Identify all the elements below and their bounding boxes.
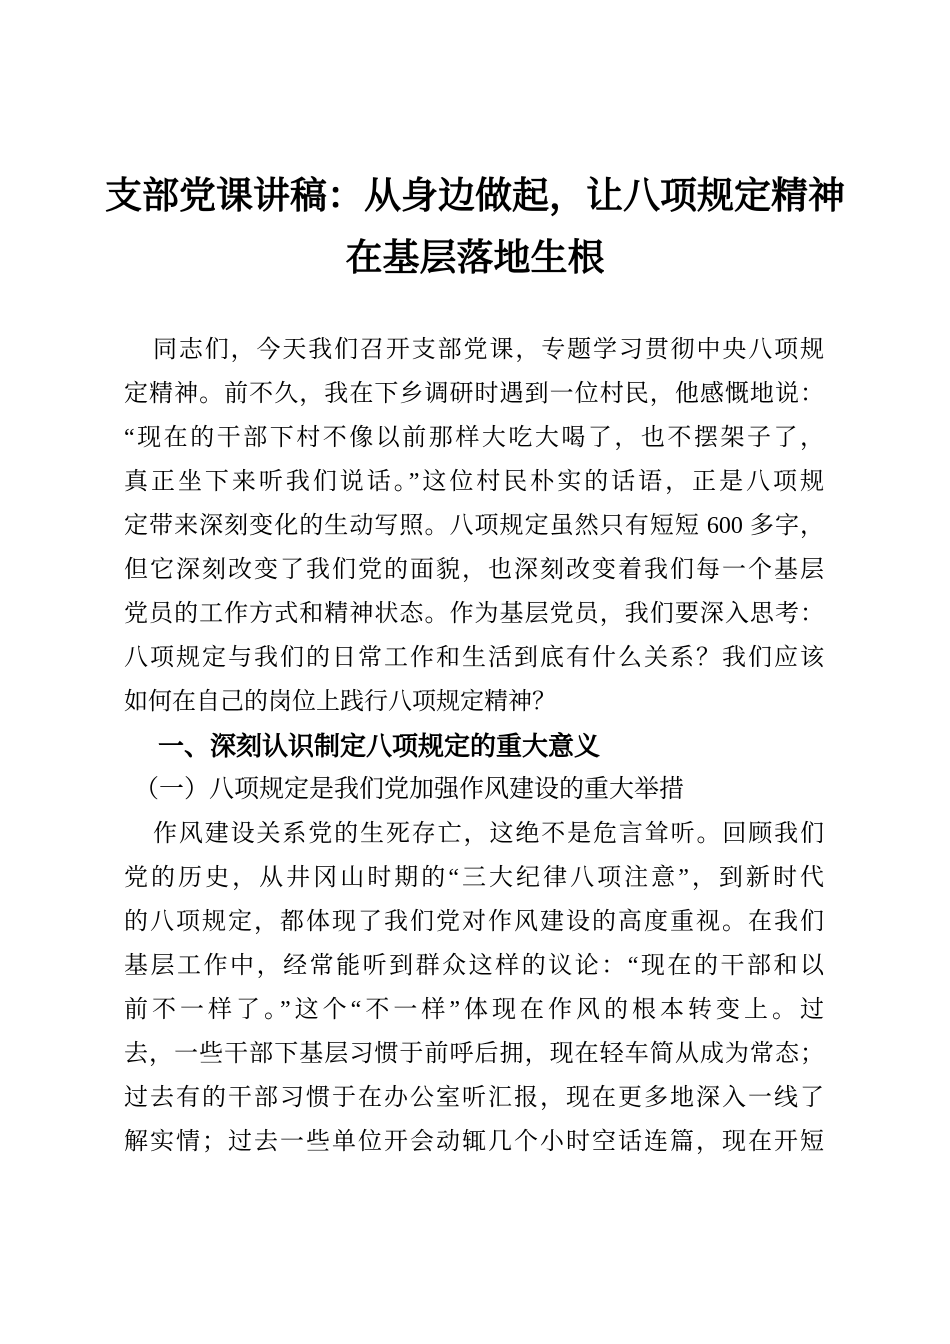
text-line: 过去有的干部习惯于在办公室听汇报，现在更多地深入一线了 (124, 1085, 824, 1111)
text-line: 去，一些干部下基层习惯于前呼后拥，现在轻车简从成为常态； (124, 1041, 824, 1067)
text-line: 解实情；过去一些单位开会动辄几个小时空话连篇，现在开短 (124, 1129, 824, 1155)
text-line: “现在的干部下村不像以前那样大吃大喝了，也不摆架子了， (124, 425, 824, 451)
text-line: 八项规定与我们的日常工作和生活到底有什么关系？我们应该 (124, 645, 824, 671)
text-line: 定精神。前不久，我在下乡调研时遇到一位村民，他感慨地说： (124, 381, 824, 407)
text-line: 前不一样了。”这个“不一样”体现在作风的根本转变上。过 (124, 997, 824, 1023)
text-line: 定带来深刻变化的生动写照。八项规定虽然只有短短 600 多字， (124, 513, 824, 539)
heading1-line: 一、深刻认识制定八项规定的重大意义 (158, 731, 601, 761)
title-line-1: 支部党课讲稿：从身边做起，让八项规定精神 (105, 175, 845, 216)
title-line-2: 在基层落地生根 (345, 237, 605, 278)
heading2-line: （一）八项规定是我们党加强作风建设的重大举措 (134, 776, 685, 803)
document-title (60, 165, 890, 289)
document-body (124, 328, 824, 1164)
text-line: 作风建设关系党的生死存亡，这绝不是危言耸听。回顾我们 (153, 821, 824, 847)
text-line: 同志们，今天我们召开支部党课，专题学习贯彻中央八项规 (153, 337, 824, 363)
text-line: 党的历史，从井冈山时期的“三大纪律八项注意”，到新时代 (124, 865, 824, 891)
text-line: 真正坐下来听我们说话。”这位村民朴实的话语，正是八项规 (124, 469, 824, 495)
text-line: 基层工作中，经常能听到群众这样的议论：“现在的干部和以 (124, 953, 824, 979)
text-line: 党员的工作方式和精神状态。作为基层党员，我们要深入思考： (124, 601, 824, 627)
text-line: 的八项规定，都体现了我们党对作风建设的高度重视。在我们 (124, 909, 824, 935)
text-line: 如何在自己的岗位上践行八项规定精神？ (124, 689, 556, 715)
text-line: 但它深刻改变了我们党的面貌，也深刻改变着我们每一个基层 (124, 557, 824, 583)
